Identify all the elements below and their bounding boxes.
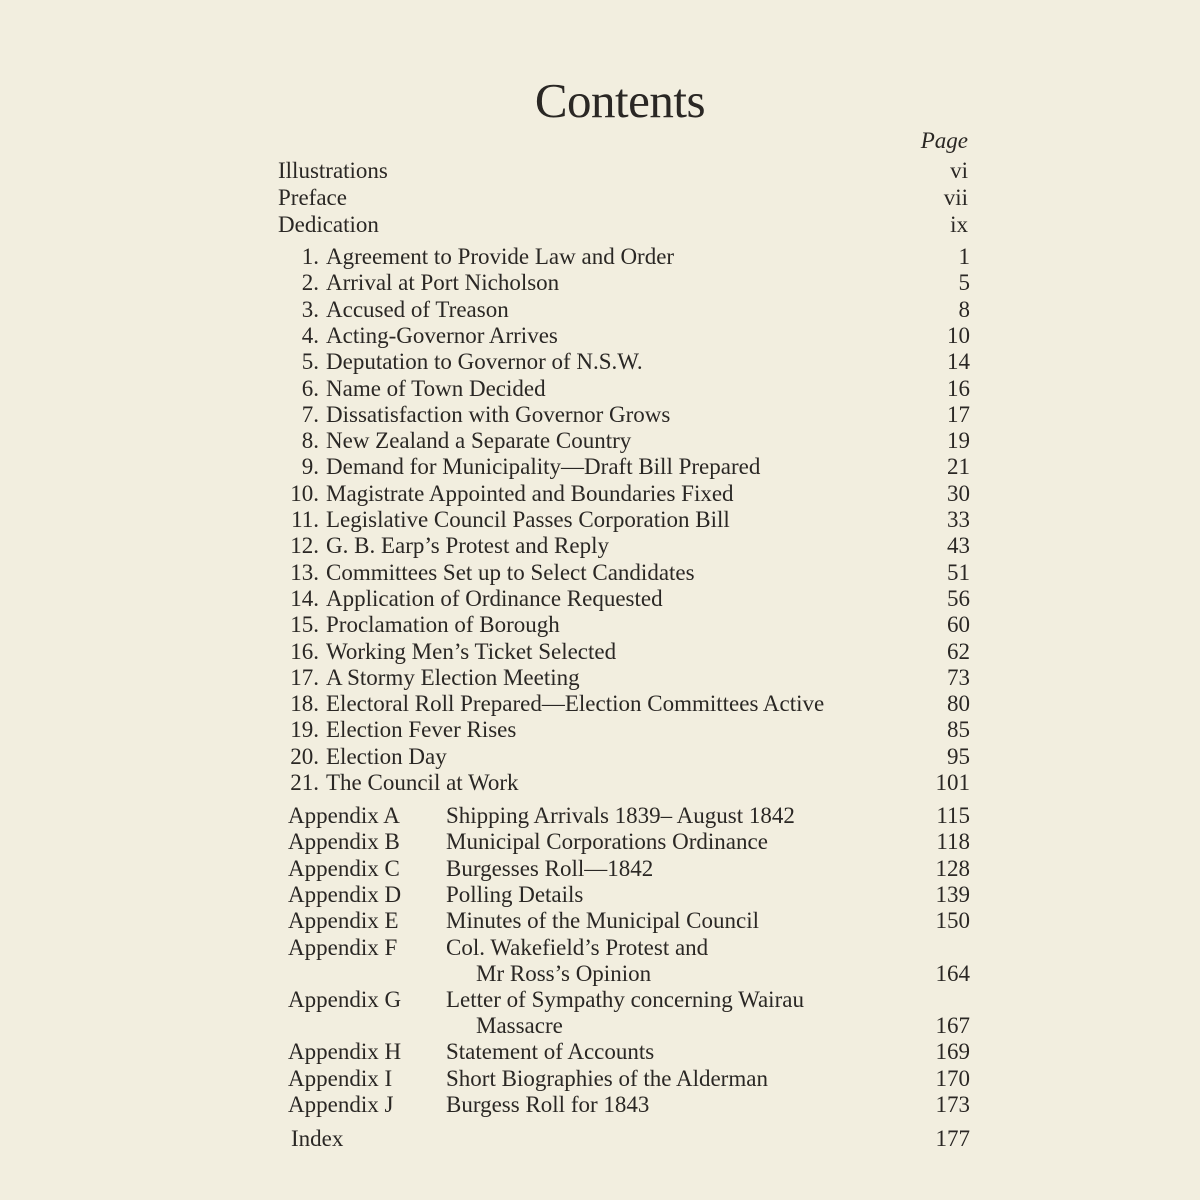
appendix-item xyxy=(288,908,970,934)
chapter-title: Application of Ordinance Requested xyxy=(326,585,663,611)
chapter-item xyxy=(280,376,970,402)
appendix-item xyxy=(288,882,970,908)
chapter-item xyxy=(280,639,970,665)
chapter-number: 3. xyxy=(301,296,319,322)
page-number: 73 xyxy=(947,664,970,690)
chapter-title: Name of Town Decided xyxy=(326,375,546,401)
chapter-number: 6. xyxy=(301,375,319,401)
chapter-number: 12. xyxy=(290,533,319,559)
appendix-item xyxy=(288,829,970,855)
chapter-number: 5. xyxy=(301,349,319,375)
page-number: 5 xyxy=(958,270,970,296)
chapter-number: 20. xyxy=(290,743,319,769)
page-number: 101 xyxy=(935,770,970,795)
appendix-title-continued: Mr Ross’s Opinion xyxy=(476,961,652,986)
chapter-title: Committees Set up to Select Candidates xyxy=(326,559,695,585)
chapter-item xyxy=(280,691,970,717)
page-number: 128 xyxy=(935,856,970,881)
front-matter-item xyxy=(278,158,968,184)
page-number: 62 xyxy=(947,638,970,664)
chapter-item xyxy=(280,402,970,428)
page-number: 33 xyxy=(947,507,970,532)
chapter-title: Deputation to Governor of N.S.W. xyxy=(326,349,643,375)
index-item xyxy=(291,1126,970,1152)
chapter-title: Legislative Council Passes Corporation Bill xyxy=(326,507,730,532)
chapter-item xyxy=(280,270,970,296)
page-number: 30 xyxy=(947,480,970,506)
chapter-number: 15. xyxy=(290,612,319,638)
appendix-title: Burgesses Roll—1842 xyxy=(446,856,654,881)
chapter-item xyxy=(280,428,970,454)
page-number: 14 xyxy=(947,349,970,375)
page-number: ix xyxy=(950,212,968,237)
appendix-title: Letter of Sympathy concerning Wairau xyxy=(446,987,804,1012)
chapter-title: Demand for Municipality—Draft Bill Prepared xyxy=(326,454,761,480)
chapter-title: Working Men’s Ticket Selected xyxy=(326,638,617,664)
page-number: 170 xyxy=(935,1066,970,1091)
chapter-number: 19. xyxy=(290,717,319,743)
chapter-number: 1. xyxy=(301,244,319,269)
appendix-label: Appendix I xyxy=(288,1066,393,1091)
appendix-item xyxy=(288,1092,970,1118)
chapter-item xyxy=(280,297,970,323)
chapter-title: The Council at Work xyxy=(326,770,519,795)
chapter-item xyxy=(280,507,970,533)
chapter-title: G. B. Earp’s Protest and Reply xyxy=(326,533,609,559)
appendix-label: Appendix E xyxy=(288,908,399,933)
page-title: Contents xyxy=(534,73,706,128)
page-number: 56 xyxy=(947,585,970,611)
front-matter-label: Illustrations xyxy=(278,158,388,183)
chapter-item xyxy=(280,244,970,270)
page-number: 1 xyxy=(958,244,970,269)
appendix-title: Statement of Accounts xyxy=(446,1039,655,1064)
appendix-title: Col. Wakefield’s Protest and xyxy=(446,935,709,960)
page-number: 95 xyxy=(947,743,970,769)
page-number: 8 xyxy=(958,296,970,322)
chapter-title: Election Day xyxy=(326,743,447,769)
page-number: vi xyxy=(950,158,968,183)
page-number: 43 xyxy=(947,533,970,559)
chapter-item xyxy=(280,481,970,507)
chapter-item xyxy=(280,770,970,796)
chapter-number: 10. xyxy=(290,480,319,506)
chapter-title: Arrival at Port Nicholson xyxy=(326,270,560,296)
chapter-number: 21. xyxy=(290,770,319,795)
page-number: 139 xyxy=(935,882,970,907)
chapter-item xyxy=(280,717,970,743)
appendix-label: Appendix G xyxy=(288,987,402,1012)
appendix-label: Appendix D xyxy=(288,882,402,907)
chapter-number: 18. xyxy=(290,691,319,717)
page-number: 177 xyxy=(935,1126,970,1151)
chapter-title: A Stormy Election Meeting xyxy=(326,664,580,690)
page-number: 118 xyxy=(936,829,970,854)
page-number: 21 xyxy=(947,454,970,480)
page-number: 169 xyxy=(935,1039,970,1064)
page-number: 167 xyxy=(935,1013,970,1038)
appendix-title: Burgess Roll for 1843 xyxy=(446,1092,650,1117)
chapter-number: 4. xyxy=(301,322,319,348)
appendix-label: Appendix A xyxy=(288,803,400,828)
chapter-title: Proclamation of Borough xyxy=(326,612,560,638)
page-number: 150 xyxy=(935,908,970,933)
front-matter-item xyxy=(278,185,968,211)
page-number: 60 xyxy=(947,612,970,638)
chapter-item xyxy=(280,744,970,770)
front-matter-item xyxy=(278,212,968,238)
front-matter-label: Dedication xyxy=(278,212,379,237)
appendix-item xyxy=(288,1066,970,1092)
appendix-item xyxy=(288,1039,970,1065)
chapter-title: Accused of Treason xyxy=(326,296,509,322)
appendix-item xyxy=(288,987,970,1039)
chapter-title: Agreement to Provide Law and Order xyxy=(326,244,675,269)
chapter-title: Magistrate Appointed and Boundaries Fixed xyxy=(326,480,734,506)
appendix-label: Appendix H xyxy=(288,1039,402,1064)
page-number: 173 xyxy=(935,1092,970,1117)
chapter-number: 11. xyxy=(291,507,319,532)
chapter-title: Election Fever Rises xyxy=(326,717,517,743)
chapter-item xyxy=(280,612,970,638)
appendix-label: Appendix B xyxy=(288,829,400,854)
page-number: 17 xyxy=(947,401,970,427)
appendix-item xyxy=(288,856,970,882)
chapter-item xyxy=(280,349,970,375)
page-number: 115 xyxy=(936,803,970,828)
page-number: 164 xyxy=(935,961,970,986)
chapter-number: 8. xyxy=(301,428,319,454)
appendix-title: Short Biographies of the Alderman xyxy=(446,1066,768,1091)
appendix-title: Polling Details xyxy=(446,882,584,907)
chapter-number: 2. xyxy=(301,270,319,296)
page-column-label: Page xyxy=(920,128,968,153)
appendix-label: Appendix C xyxy=(288,856,400,881)
chapter-number: 17. xyxy=(290,664,319,690)
chapter-number: 14. xyxy=(290,585,319,611)
chapter-title: Dissatisfaction with Governor Grows xyxy=(326,401,671,427)
chapter-item xyxy=(280,560,970,586)
page-number: 16 xyxy=(947,375,970,401)
page-number: 80 xyxy=(947,691,970,717)
chapter-item xyxy=(280,323,970,349)
appendix-label: Appendix F xyxy=(288,935,398,960)
page-number: 85 xyxy=(947,717,970,743)
front-matter-label: Preface xyxy=(278,185,347,210)
appendix-title: Municipal Corporations Ordinance xyxy=(446,829,768,854)
chapter-number: 16. xyxy=(290,638,319,664)
chapter-title: Electoral Roll Prepared—Election Committees Active xyxy=(326,691,825,717)
appendix-item xyxy=(288,803,970,829)
appendix-title-continued: Massacre xyxy=(476,1013,563,1038)
chapter-number: 9. xyxy=(301,454,319,480)
page-number: 19 xyxy=(947,428,970,454)
chapter-number: 13. xyxy=(290,559,319,585)
page-number: 51 xyxy=(947,559,970,585)
chapter-number: 7. xyxy=(301,401,319,427)
appendix-title: Shipping Arrivals 1839– August 1842 xyxy=(446,803,795,828)
chapter-title: New Zealand a Separate Country xyxy=(326,428,632,454)
appendix-item xyxy=(288,935,970,987)
chapter-item xyxy=(280,454,970,480)
index-label: Index xyxy=(291,1126,344,1151)
page-number: 10 xyxy=(947,322,970,348)
page-number: vii xyxy=(943,185,968,210)
chapter-item xyxy=(280,665,970,691)
appendix-label: Appendix J xyxy=(288,1092,394,1117)
chapter-title: Acting-Governor Arrives xyxy=(326,322,558,348)
chapter-item xyxy=(280,586,970,612)
chapter-item xyxy=(280,533,970,559)
appendix-title: Minutes of the Municipal Council xyxy=(446,908,760,933)
